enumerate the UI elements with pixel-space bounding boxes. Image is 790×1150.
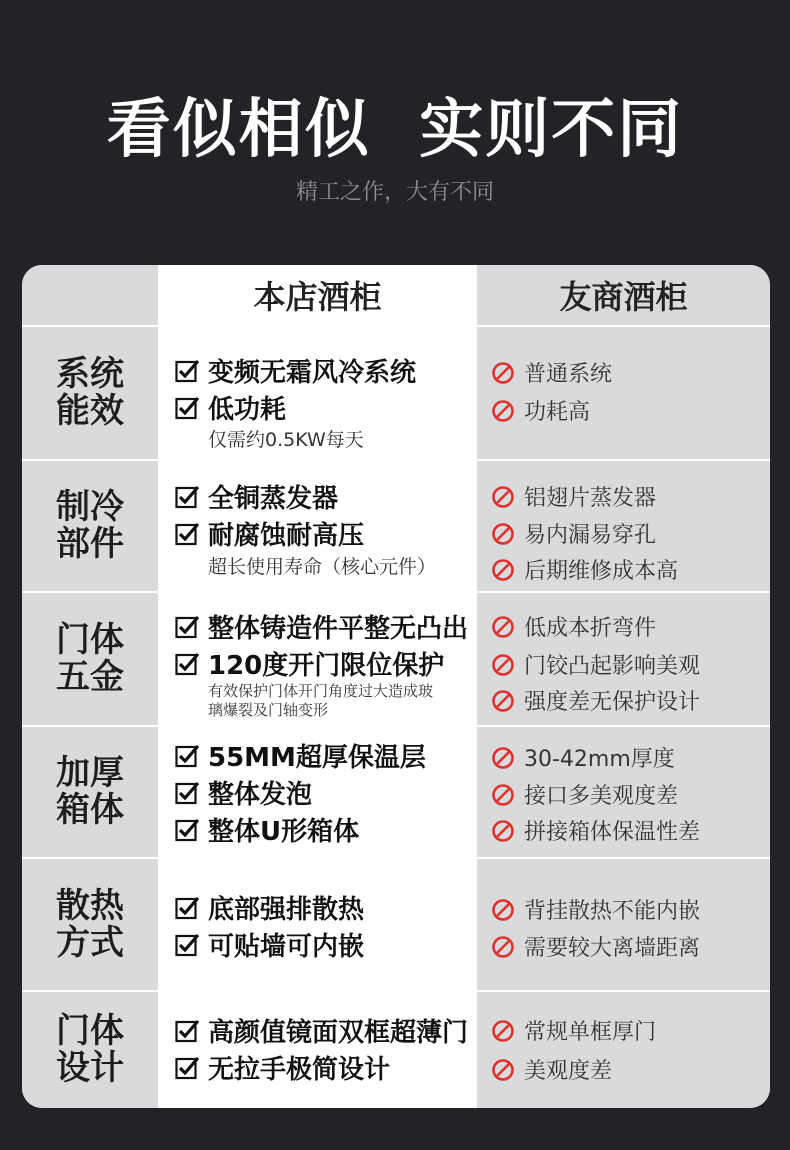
page-title: 看似相似 实则不同 <box>106 93 684 167</box>
competitor-feature: 后期维修成本高 <box>491 554 678 585</box>
ours-note: 有效保护门体开门角度过大造成玻 璃爆裂及门轴变形 <box>208 682 434 719</box>
row-label: 加厚 箱体 <box>22 727 158 857</box>
comparison-table <box>22 265 770 1108</box>
prohibited-icon <box>491 783 515 807</box>
competitor-feature: 功耗高 <box>491 395 590 426</box>
header-blank-cell <box>22 265 158 325</box>
check-mark-icon <box>175 933 199 957</box>
ours-note: 超长使用寿命（核心元件） <box>208 556 437 578</box>
competitor-feature: 门铰凸起影响美观 <box>491 649 700 680</box>
check-mark-icon <box>175 522 199 546</box>
ours-feature: 低功耗 <box>175 389 286 426</box>
ours-feature: 高颜值镜面双框超薄门 <box>175 1012 468 1049</box>
competitor-feature: 拼接箱体保温性差 <box>491 815 700 846</box>
row-label: 系统 能效 <box>22 327 158 459</box>
prohibited-icon <box>491 653 515 677</box>
check-mark-icon <box>175 359 199 383</box>
ours-cell <box>159 992 476 1108</box>
prohibited-icon <box>491 689 515 713</box>
competitor-feature: 易内漏易穿孔 <box>491 518 656 549</box>
check-mark-icon <box>175 1019 199 1043</box>
ours-feature: 整体发泡 <box>175 774 312 811</box>
ours-feature: 55MM超厚保温层 <box>175 737 426 774</box>
competitor-cell <box>477 859 770 990</box>
prohibited-icon <box>491 399 515 423</box>
ours-note: 仅需约0.5KW每天 <box>208 429 364 451</box>
competitor-cell <box>477 992 770 1108</box>
column-header-competitor: 友商酒柜 <box>477 265 770 325</box>
ours-feature: 整体铸造件平整无凸出 <box>175 608 468 645</box>
check-mark-icon <box>175 896 199 920</box>
row-label: 制冷 部件 <box>22 461 158 591</box>
ours-cell <box>159 859 476 990</box>
row-label: 门体 设计 <box>22 992 158 1108</box>
check-mark-icon <box>175 615 199 639</box>
row-label: 门体 五金 <box>22 593 158 725</box>
competitor-cell <box>477 461 770 591</box>
competitor-feature: 强度差无保护设计 <box>491 685 700 716</box>
competitor-cell <box>477 327 770 459</box>
check-mark-icon <box>175 485 199 509</box>
prohibited-icon <box>491 1058 515 1082</box>
competitor-feature: 铝翅片蒸发器 <box>491 481 656 512</box>
ours-cell <box>159 593 476 725</box>
competitor-feature: 30-42mm厚度 <box>491 742 675 773</box>
ours-feature: 变频无霜风冷系统 <box>175 352 416 389</box>
competitor-feature: 普通系统 <box>491 357 612 388</box>
row-label: 散热 方式 <box>22 859 158 990</box>
prohibited-icon <box>491 615 515 639</box>
check-mark-icon <box>175 781 199 805</box>
check-mark-icon <box>175 396 199 420</box>
competitor-feature: 美观度差 <box>491 1054 612 1085</box>
ours-feature: 120度开门限位保护 <box>175 645 444 682</box>
ours-cell <box>159 727 476 857</box>
prohibited-icon <box>491 898 515 922</box>
ours-feature: 无拉手极简设计 <box>175 1049 390 1086</box>
check-mark-icon <box>175 818 199 842</box>
prohibited-icon <box>491 361 515 385</box>
check-mark-icon <box>175 744 199 768</box>
column-header-ours: 本店酒柜 <box>159 265 476 325</box>
ours-feature: 整体U形箱体 <box>175 811 359 848</box>
competitor-feature: 低成本折弯件 <box>491 611 656 642</box>
ours-cell <box>159 461 476 591</box>
competitor-feature: 常规单框厚门 <box>491 1015 656 1046</box>
prohibited-icon <box>491 1019 515 1043</box>
ours-feature: 可贴墙可内嵌 <box>175 926 364 963</box>
competitor-feature: 需要较大离墙距离 <box>491 931 700 962</box>
prohibited-icon <box>491 485 515 509</box>
ours-cell <box>159 327 476 459</box>
ours-feature: 全铜蒸发器 <box>175 478 338 515</box>
competitor-cell <box>477 727 770 857</box>
prohibited-icon <box>491 935 515 959</box>
ours-feature: 底部强排散热 <box>175 889 364 926</box>
prohibited-icon <box>491 522 515 546</box>
page-subtitle: 精工之作，大有不同 <box>295 180 494 205</box>
ours-feature: 耐腐蚀耐高压 <box>175 515 364 552</box>
prohibited-icon <box>491 746 515 770</box>
check-mark-icon <box>175 652 199 676</box>
check-mark-icon <box>175 1056 199 1080</box>
competitor-feature: 背挂散热不能内嵌 <box>491 894 700 925</box>
competitor-feature: 接口多美观度差 <box>491 779 678 810</box>
prohibited-icon <box>491 558 515 582</box>
competitor-cell <box>477 593 770 725</box>
prohibited-icon <box>491 819 515 843</box>
